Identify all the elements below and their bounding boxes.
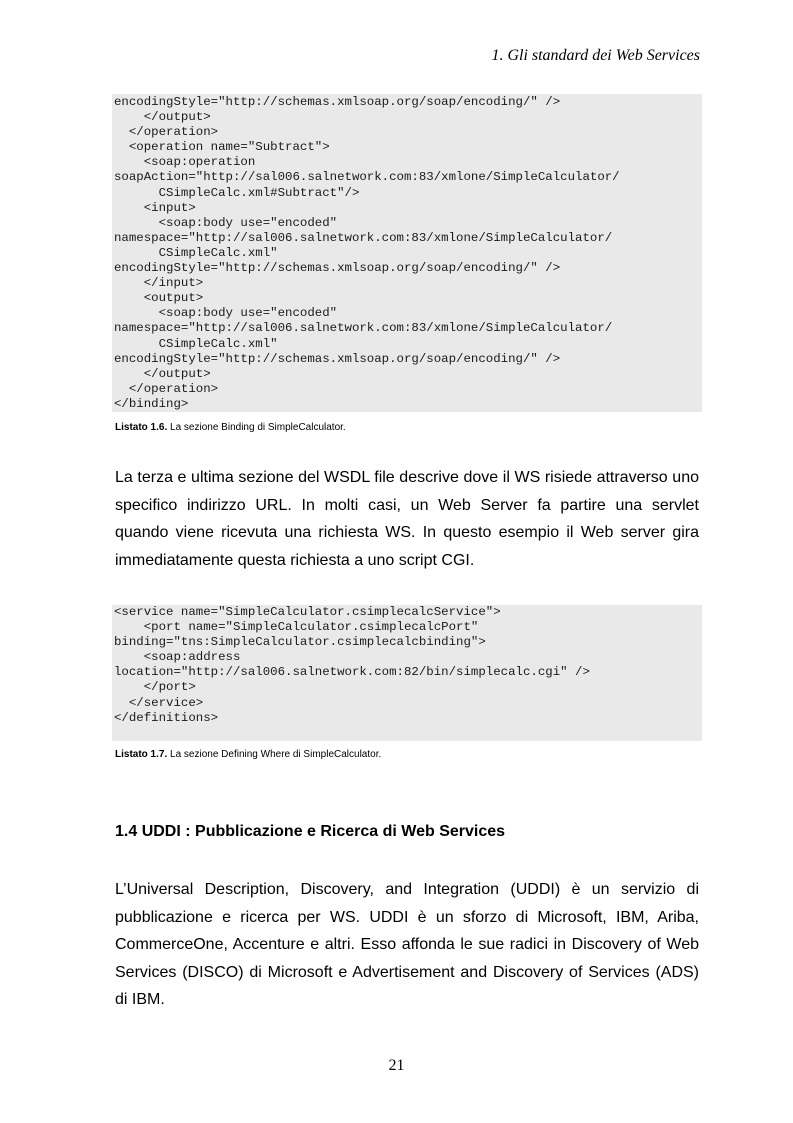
- paragraph-line: quando viene ricevuta una richiesta WS. In questo esempio il Web server gira: [115, 524, 699, 541]
- code-line: <soap:body use="encoded": [114, 215, 338, 230]
- section-heading: 1.4 UDDI : Pubblicazione e Ricerca di Web Services: [115, 823, 506, 840]
- paragraph-line: specifico indirizzo URL. In molti casi, un Web Server fa partire una servlet: [115, 496, 699, 514]
- caption-label: Listato 1.6.: [115, 422, 168, 433]
- code-line: <soap:address: [114, 650, 241, 665]
- code-line: </input>: [114, 276, 204, 291]
- code-line: </operation>: [114, 125, 219, 140]
- code-line: <operation name="Subtract">: [114, 140, 330, 155]
- code-line: <port name="SimpleCalculator.csimplecalcPort": [114, 620, 479, 635]
- code-line: <service name="SimpleCalculator.csimplecalcService">: [114, 605, 501, 619]
- code-line: soapAction="http://sal006.salnetwork.com:83/xmlone/SimpleCalculator/: [114, 170, 620, 185]
- code-line: location="http://sal006.salnetwork.com:82/bin/simplecalc.cgi" />: [114, 665, 590, 680]
- code-line: </binding>: [114, 396, 189, 411]
- caption-label: Listato 1.7.: [115, 749, 168, 760]
- code-line: </port>: [114, 680, 196, 695]
- code-line: </output>: [114, 366, 211, 381]
- code-line: CSimpleCalc.xml": [114, 245, 278, 260]
- code-line: binding="tns:SimpleCalculator.csimplecalcbinding">: [114, 635, 486, 650]
- paragraph-line: L’Universal Description, Discovery, and Integration (UDDI) è un servizio di: [115, 881, 699, 898]
- code-line: <soap:body use="encoded": [114, 306, 338, 321]
- paragraph-line: immediatamente questa richiesta a uno script CGI.: [115, 551, 475, 569]
- code-line: <soap:operation: [114, 155, 256, 170]
- code-line: CSimpleCalc.xml": [114, 336, 278, 351]
- code-line: CSimpleCalc.xml#Subtract"/>: [114, 185, 360, 200]
- code-line: namespace="http://sal006.salnetwork.com:83/xmlone/SimpleCalculator/: [114, 230, 613, 245]
- listing-caption: [115, 422, 346, 433]
- code-line: </operation>: [114, 381, 219, 396]
- paragraph-uddi-intro: [115, 876, 699, 1014]
- caption-text: La sezione Binding di SimpleCalculator.: [167, 422, 346, 433]
- caption-text: La sezione Defining Where di SimpleCalculator.: [167, 749, 382, 760]
- paragraph-line: CommerceOne, Accenture e altri. Esso affonda le sue radici in Discovery of Web: [115, 936, 699, 953]
- paragraph-line: La terza e ultima sezione del WSDL file descrive dove il WS risiede attraverso uno: [115, 469, 699, 486]
- code-line: encodingStyle="http://schemas.xmlsoap.org/soap/encoding/" />: [114, 95, 561, 109]
- code-listing-binding: [112, 94, 702, 412]
- code-line: <output>: [114, 291, 204, 306]
- page-number: 21: [388, 1057, 405, 1074]
- code-line: <input>: [114, 200, 196, 215]
- code-line: encodingStyle="http://schemas.xmlsoap.org/soap/encoding/" />: [114, 261, 561, 276]
- code-line: </service>: [114, 695, 204, 710]
- paragraph-line: di IBM.: [115, 991, 165, 1008]
- code-line: encodingStyle="http://schemas.xmlsoap.org/soap/encoding/" />: [114, 351, 561, 366]
- running-header: 1. Gli standard dei Web Services: [491, 47, 700, 64]
- code-line: </definitions>: [114, 710, 219, 725]
- code-line: </output>: [114, 110, 211, 125]
- paragraph-service-location: [115, 464, 699, 574]
- paragraph-line: Services (DISCO) di Microsoft e Advertisement and Discovery of Services (ADS): [115, 963, 699, 981]
- paragraph-line: pubblicazione e ricerca per WS. UDDI è un sforzo di Microsoft, IBM, Ariba,: [115, 908, 699, 926]
- code-line: namespace="http://sal006.salnetwork.com:83/xmlone/SimpleCalculator/: [114, 321, 613, 336]
- listing-caption: [115, 749, 381, 760]
- code-listing-service: [112, 605, 702, 741]
